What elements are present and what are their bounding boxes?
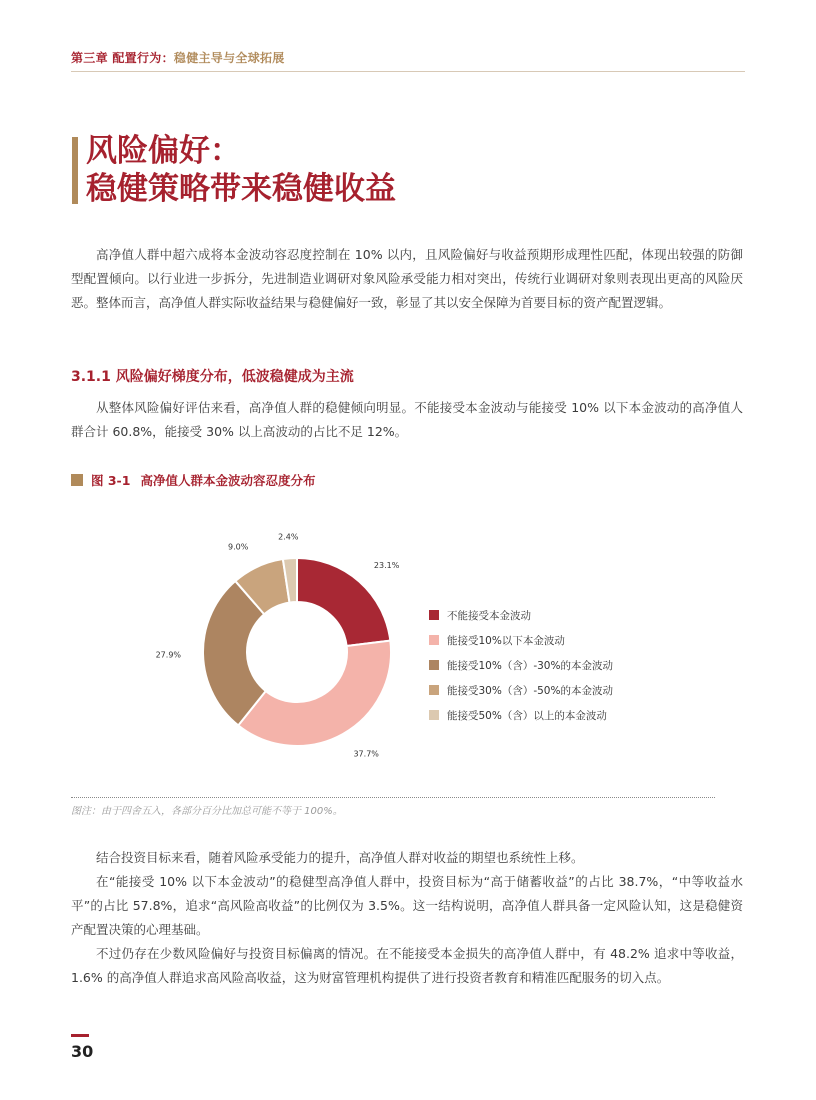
chapter-header [71,49,285,66]
body-paragraph-2: 在“能接受 10% 以下本金波动”的稳健型高净值人群中，投资目标为“高于储蓄收益”的占比 38.7%，“中等收益水平”的占比 57.8%，追求“高风险高收益”的比例仅为 3.5%。这一结构说明，高净值人群具备一定风险认知，这是稳健资产配置决策的心理基础。 [71,874,743,937]
legend-label: 能接受10%以下本金波动 [447,635,565,647]
figure-number: 图 3-1 [91,473,131,488]
footer-accent [71,1034,89,1037]
chapter-subtitle: 稳健主导与全球拓展 [173,51,285,65]
donut-slice [297,558,390,646]
title-accent-bar [72,137,78,204]
slice-data-label: 2.4% [278,532,299,542]
legend-swatch [429,685,439,695]
section-paragraph: 从整体风险偏好评估来看，高净值人群的稳健倾向明显。不能接受本金波动与能接受 10% 以下本金波动的高净值人群合计 60.8%，能接受 30% 以上高波动的占比不足 12%。 [71,400,743,439]
header-divider [71,71,745,72]
page-title-line1: 风险偏好： [86,133,241,169]
legend-label: 能接受50%（含）以上的本金波动 [447,710,607,722]
section-heading: 3.1.1 风险偏好梯度分布，低波稳健成为主流 [71,369,354,385]
caption-square-icon [71,474,83,486]
intro-paragraph: 高净值人群中超六成将本金波动容忍度控制在 10% 以内，且风险偏好与收益预期形成理性匹配，体现出较强的防御型配置倾向。以行业进一步拆分，先进制造业调研对象风险承受能力相对突出，传统行业调研对象则表现出更高的风险厌恶。整体而言，高净值人群实际收益结果与稳健偏好一致，彰显了其以安全保障为首要目标的资产配置逻辑。 [71,247,743,310]
donut-chart [0,500,816,790]
slice-data-label: 23.1% [373,561,400,571]
figure-caption [71,471,315,489]
chapter-label: 第三章 配置行为： [71,51,174,65]
legend-label: 能接受30%（含）-50%的本金波动 [447,685,613,697]
page-title [86,132,396,208]
legend-label: 能接受10%（含）-30%的本金波动 [447,660,613,672]
legend-swatch [429,710,439,720]
legend-label: 不能接受本金波动 [447,610,531,622]
note-divider [71,797,715,798]
page-number: 30 [71,1042,94,1061]
page-title-line2: 稳健策略带来稳健收益 [86,171,396,207]
body-paragraph-1: 结合投资目标来看，随着风险承受能力的提升，高净值人群对收益的期望也系统性上移。 [96,850,584,865]
figure-title: 高净值人群本金波动容忍度分布 [140,473,316,488]
legend-swatch [429,610,439,620]
legend-swatch [429,660,439,670]
slice-data-label: 27.9% [155,650,182,660]
body-paragraph-3: 不过仍存在少数风险偏好与投资目标偏离的情况。在不能接受本金损失的高净值人群中，有 48.2% 追求中等收益，1.6% 的高净值人群追求高风险高收益，这为财富管理机构提供了进行投资者教育和精准匹配服务的切入点。 [71,946,743,985]
slice-data-label: 9.0% [227,542,249,552]
legend-swatch [429,635,439,645]
figure-note: 图注：由于四舍五入，各部分百分比加总可能不等于 100%。 [71,806,343,817]
slice-data-label: 37.7% [353,749,379,759]
